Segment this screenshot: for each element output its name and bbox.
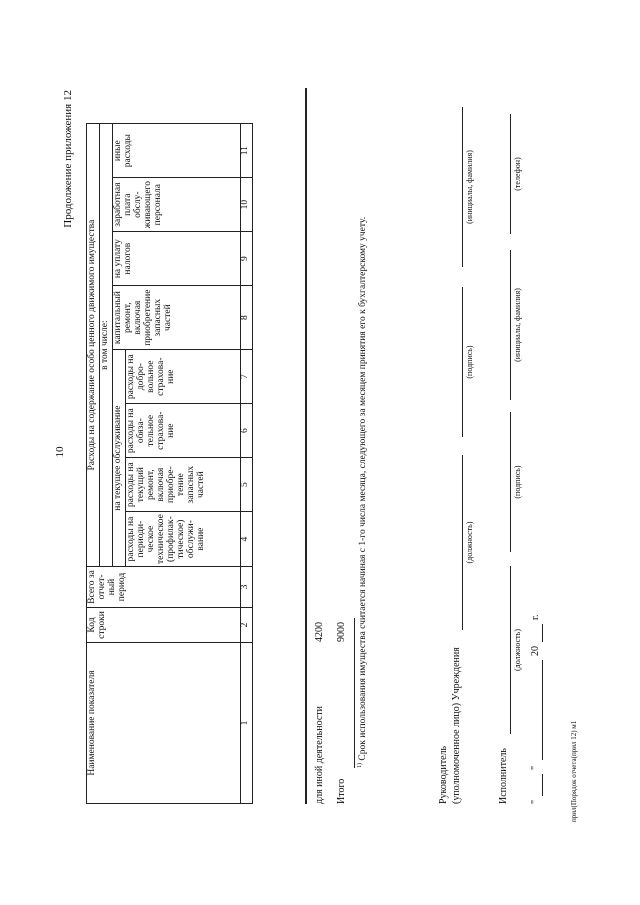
header-c9: на уплату налогов xyxy=(112,232,240,286)
report-table xyxy=(86,123,253,804)
executor-position-line xyxy=(510,566,511,734)
footnote-text: Срок использования имущества считается начиная с 1-го числа месяца, следующего за месяцем принятия его к бухгалтерскому учету. xyxy=(358,216,369,761)
date-month-line xyxy=(542,660,543,760)
executor-signature-line xyxy=(510,412,511,552)
col-num-7: 7 xyxy=(240,350,252,404)
page-number: 10 xyxy=(54,446,66,458)
row-code: 9000 xyxy=(335,622,347,642)
head-label-1: Руководитель xyxy=(438,745,449,804)
executor-initials-caption: (инициалы, фамилия) xyxy=(513,288,522,362)
file-reference: прил(Порядок отчета(прил 12) м1 xyxy=(570,720,578,822)
header-code: Код строки xyxy=(87,608,241,643)
header-total: Всего за отчет-ный период xyxy=(87,567,241,608)
header-c5: расходы на текущий ремонт, включая приобре-тение запасных частей xyxy=(125,458,240,512)
footnote xyxy=(357,217,368,768)
col-num-4: 4 xyxy=(240,512,252,567)
head-signature-caption: (подпись) xyxy=(465,345,474,379)
row-name: Итого xyxy=(335,778,347,804)
head-signature-line xyxy=(462,287,463,437)
head-initials-line xyxy=(462,107,463,267)
col-num-9: 9 xyxy=(240,232,252,286)
header-c6: расходы на обяза-тельное страхова-ние xyxy=(125,404,240,458)
footnote-divider xyxy=(354,618,355,768)
date-year-prefix: 20 xyxy=(530,646,541,656)
executor-signature-caption: (подпись) xyxy=(513,465,522,499)
header-name: Наименование показателя xyxy=(87,643,241,804)
head-position-caption: (должность) xyxy=(465,521,474,564)
col-num-1: 1 xyxy=(240,643,252,804)
date-quote-close: " xyxy=(530,765,541,770)
date-quote-open: " xyxy=(530,799,541,804)
executor-initials-line xyxy=(510,250,511,400)
header-incl: в том числе: xyxy=(99,124,112,567)
header-c7: расходы на добро-вольное страхова-ние xyxy=(125,350,240,404)
header-c8: капитальный ремонт, включая приобретение запасных частей xyxy=(112,286,240,350)
table-body xyxy=(308,602,352,804)
rotated-page xyxy=(50,52,590,852)
executor-phone-line xyxy=(510,114,511,234)
col-num-8: 8 xyxy=(240,286,252,350)
header-c10: заработная плата обслу-живающего персонала xyxy=(112,178,240,232)
executor-phone-caption: (телефон) xyxy=(513,157,522,191)
col-num-6: 6 xyxy=(240,404,252,458)
row-code: 4200 xyxy=(313,622,325,642)
col-num-11: 11 xyxy=(240,124,252,178)
col-num-2: 2 xyxy=(240,608,252,643)
date-year-suffix: г. xyxy=(530,614,541,620)
executor-label: Исполнитель xyxy=(498,748,509,804)
footnote-mark: 1) xyxy=(357,763,363,768)
head-position-line xyxy=(462,455,463,630)
header-group: Расходы на содержание особо ценного движимого имущества xyxy=(87,124,100,567)
col-num-10: 10 xyxy=(240,178,252,232)
appendix-title: Продолжение приложения 12 xyxy=(62,90,74,228)
table-rule xyxy=(305,88,307,804)
header-current: на текущее обслуживание xyxy=(112,350,125,567)
table-row xyxy=(308,602,330,804)
row-name: для иной деятельности xyxy=(313,706,325,804)
head-initials-caption: (инициалы, фамилия) xyxy=(465,150,474,224)
table-row xyxy=(330,602,352,804)
col-num-3: 3 xyxy=(240,567,252,608)
header-c11: иные расходы xyxy=(112,124,240,178)
date-year-line xyxy=(542,624,543,642)
col-num-5: 5 xyxy=(240,458,252,512)
head-label-2: (уполномоченное лицо) Учреждения xyxy=(451,647,462,804)
executor-position-caption: (должность) xyxy=(513,629,522,671)
header-c4: расходы на периоди-ческое техническое (профилак-тическое) обслужи-вание xyxy=(125,512,240,567)
date-day-line xyxy=(542,774,543,796)
